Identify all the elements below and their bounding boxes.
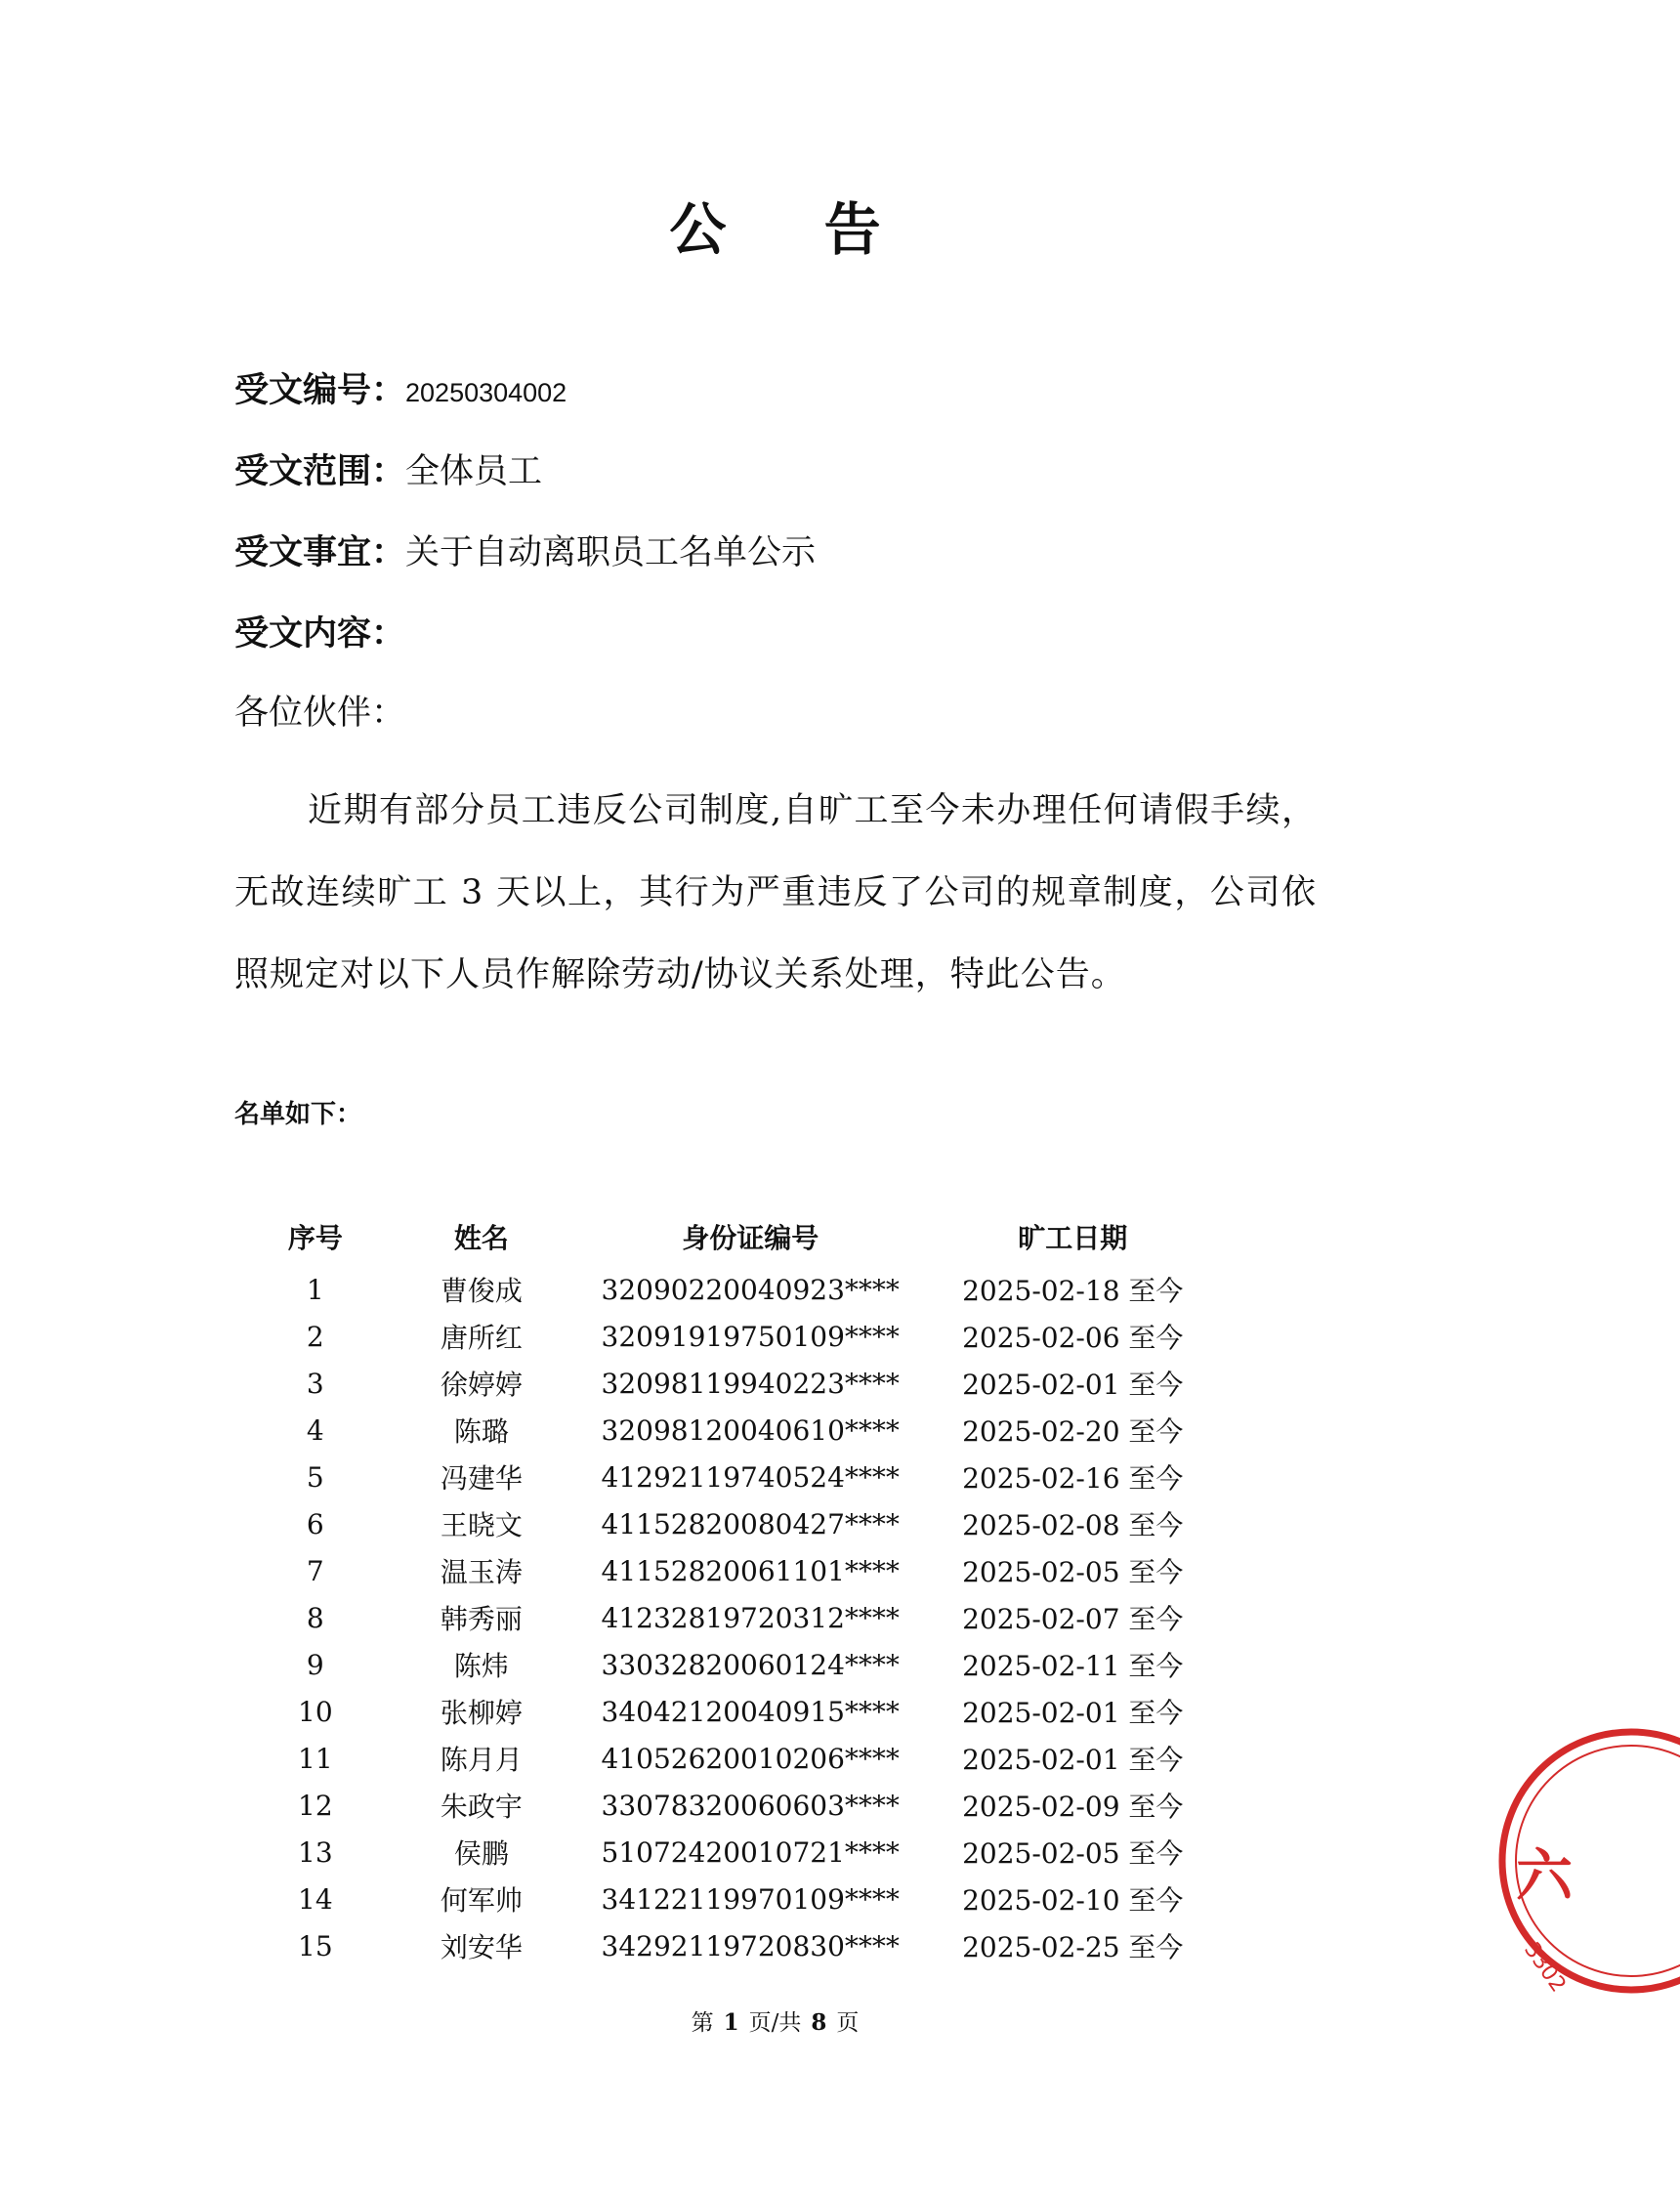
table-row [254,1782,1231,1829]
cell-name: 张柳婷 [440,1697,523,1729]
cell-seq: 5 [306,1460,324,1494]
list-label: 名单如下： [234,1100,362,1129]
cell-date: 2025-02-09 至今 [962,1791,1184,1823]
cell-id: 41232819720312**** [601,1601,900,1634]
doc-matter-label: 受文事宜： [234,533,406,572]
cell-name: 何军帅 [440,1884,523,1917]
cell-name: 陈炜 [453,1650,509,1682]
cell-seq: 6 [306,1507,324,1540]
cell-seq: 15 [298,1929,333,1962]
cell-date: 2025-02-16 至今 [962,1462,1184,1495]
doc-scope-label: 受文范围： [234,452,406,491]
cell-date: 2025-02-05 至今 [962,1556,1184,1588]
table-row [254,1876,1231,1922]
dismissal-table [254,1207,1231,1969]
cell-id: 32098119940223**** [601,1367,900,1400]
cell-seq: 12 [298,1789,333,1822]
table-row [254,1594,1231,1641]
cell-seq: 7 [306,1554,324,1587]
cell-name: 陈璐 [453,1415,509,1448]
table-row [254,1500,1231,1547]
table-row [254,1360,1231,1407]
table-row [254,1829,1231,1876]
greeting: 各位伙伴： [234,694,406,733]
cell-id: 34292119720830**** [601,1929,900,1962]
doc-scope-row [234,447,542,496]
cell-date: 2025-02-01 至今 [962,1697,1184,1729]
cell-seq: 4 [306,1413,324,1447]
cell-id: 41152820061101**** [601,1554,900,1587]
doc-scope-value: 全体员工 [405,452,543,491]
header-name: 姓名 [453,1222,509,1254]
cell-seq: 2 [306,1320,324,1353]
doc-content-label: 受文内容： [234,614,406,654]
page-footer [0,2004,1550,2037]
svg-text:3302: 3302 [1519,1938,1571,1998]
table-row [254,1735,1231,1782]
cell-name: 陈月月 [440,1744,523,1776]
cell-name: 曹俊成 [440,1275,523,1307]
cell-id: 33032820060124**** [601,1648,900,1681]
table-row [254,1922,1231,1969]
footer-middle: 页/共 [748,2010,802,2036]
cell-id: 41052620010206**** [601,1742,900,1775]
cell-date: 2025-02-11 至今 [962,1650,1184,1682]
cell-date: 2025-02-08 至今 [962,1509,1184,1541]
table-row [254,1547,1231,1594]
notice-title: 公 告 [669,196,920,263]
table-row [254,1266,1231,1313]
doc-number-label: 受文编号： [234,371,406,410]
cell-name: 侯鹏 [453,1837,509,1870]
cell-id: 32091919750109**** [601,1320,900,1353]
cell-date: 2025-02-20 至今 [962,1415,1184,1448]
notice-body: 近期有部分员工违反公司制度,自旷工至今未办理任何请假手续，无故连续旷工 3 天以上，其行为严重违反了公司的规章制度，公司依照规定对以下人员作解除劳动/协议关系处理，特此公告。 [234,791,1317,994]
table-row [254,1641,1231,1688]
cell-id: 51072420010721**** [601,1835,900,1869]
cell-name: 刘安华 [440,1931,523,1963]
header-id: 身份证编号 [682,1222,819,1254]
table-row [254,1407,1231,1454]
footer-page-number: 1 [723,2009,739,2036]
doc-matter-value: 关于自动离职员工名单公示 [405,533,817,572]
table-row [254,1688,1231,1735]
doc-number-row [234,366,567,417]
cell-id: 32098120040610**** [601,1413,900,1447]
cell-id: 34122119970109**** [601,1882,900,1916]
cell-seq: 13 [298,1835,333,1869]
cell-date: 2025-02-01 至今 [962,1369,1184,1401]
cell-date: 2025-02-18 至今 [962,1275,1184,1307]
cell-id: 32090220040923**** [601,1273,900,1306]
doc-matter-row [234,528,816,577]
cell-date: 2025-02-01 至今 [962,1744,1184,1776]
cell-seq: 1 [306,1273,324,1306]
svg-text:六: 六 [1516,1842,1574,1909]
cell-id: 41152820080427**** [601,1507,900,1540]
cell-name: 温玉涛 [440,1556,523,1588]
doc-content-row [234,610,405,658]
footer-total-pages: 8 [811,2009,827,2036]
cell-date: 2025-02-07 至今 [962,1603,1184,1635]
cell-name: 唐所红 [440,1322,523,1354]
footer-prefix: 第 [691,2010,714,2036]
table-row [254,1454,1231,1500]
cell-id: 34042120040915**** [601,1695,900,1728]
doc-number-value: 20250304002 [405,378,567,407]
cell-id: 33078320060603**** [601,1789,900,1822]
cell-seq: 3 [306,1367,324,1400]
cell-seq: 11 [298,1742,333,1775]
header-date: 旷工日期 [1018,1222,1128,1254]
cell-date: 2025-02-05 至今 [962,1837,1184,1870]
cell-name: 王晓文 [440,1509,523,1541]
cell-seq: 8 [306,1601,324,1634]
cell-name: 冯建华 [440,1462,523,1495]
footer-suffix: 页 [836,2010,860,2036]
cell-name: 朱政宇 [440,1791,523,1823]
company-seal-icon [1485,1724,1680,1998]
cell-seq: 9 [306,1648,324,1681]
cell-date: 2025-02-25 至今 [962,1931,1184,1963]
cell-date: 2025-02-06 至今 [962,1322,1184,1354]
header-seq: 序号 [287,1222,343,1254]
table-row [254,1313,1231,1360]
cell-seq: 10 [298,1695,333,1728]
table-header-row [254,1207,1231,1266]
cell-seq: 14 [298,1882,333,1916]
cell-name: 韩秀丽 [440,1603,523,1635]
cell-name: 徐婷婷 [440,1369,523,1401]
cell-id: 41292119740524**** [601,1460,900,1494]
cell-date: 2025-02-10 至今 [962,1884,1184,1917]
